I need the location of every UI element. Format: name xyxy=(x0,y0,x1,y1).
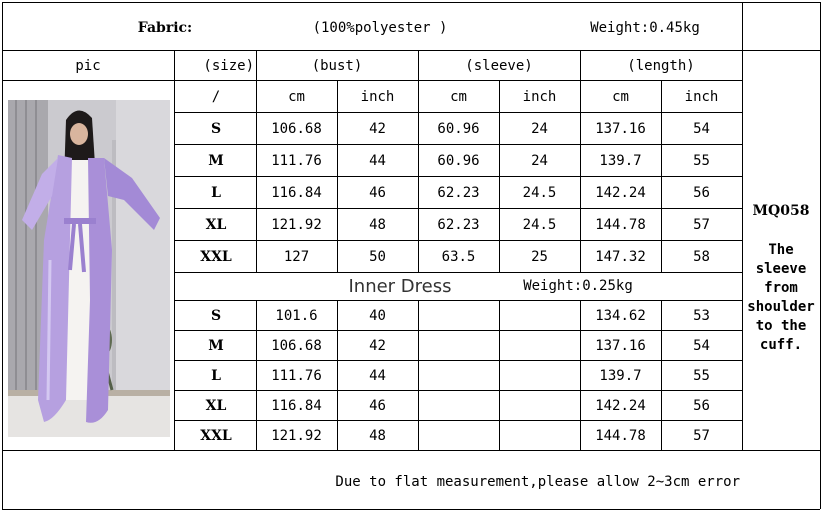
outer-row-cell: 127 xyxy=(283,248,310,265)
inner-row-cell: XL xyxy=(205,397,227,414)
inner-row-cell: 139.7 xyxy=(599,367,642,384)
outer-row-cell: M xyxy=(208,152,224,169)
outer-row-cell: 116.84 xyxy=(271,184,322,201)
inner-row-cell: 106.68 xyxy=(271,337,322,354)
outer-row-cell: 63.5 xyxy=(441,248,476,265)
outer-row-cell: 24.5 xyxy=(522,216,557,233)
outer-row-cell: 24.5 xyxy=(522,184,557,201)
outer-row-cell: 62.23 xyxy=(437,184,480,201)
grid-line xyxy=(2,2,820,3)
inner-row-cell: S xyxy=(210,307,222,324)
outer-row-cell: 24 xyxy=(531,120,548,137)
inner-row-cell: 101.6 xyxy=(275,307,318,324)
grid-line xyxy=(2,509,820,510)
outer-row-cell: 48 xyxy=(369,216,386,233)
outer-row-cell: 54 xyxy=(693,120,710,137)
outer-row-cell: 106.68 xyxy=(271,120,322,137)
inner-row-cell: 40 xyxy=(369,307,386,324)
unit-bust-inch: inch xyxy=(360,89,395,105)
inner-row-cell xyxy=(499,391,580,420)
fabric-value: (100%polyester ) xyxy=(312,20,448,36)
grid-line xyxy=(820,2,821,509)
inner-row-cell: 48 xyxy=(369,427,386,444)
col-bust: (bust) xyxy=(311,58,363,74)
outer-row-cell: 139.7 xyxy=(599,152,642,169)
col-pic: pic xyxy=(75,58,101,74)
inner-dress-weight: Weight:0.25kg xyxy=(523,278,633,294)
outer-row-cell: 111.76 xyxy=(271,152,322,169)
inner-row-cell: 44 xyxy=(369,367,386,384)
inner-row-cell: 55 xyxy=(693,367,710,384)
outer-row-cell: 142.24 xyxy=(595,184,646,201)
unit-size: / xyxy=(211,89,221,105)
inner-row-cell: 53 xyxy=(693,307,710,324)
inner-row-cell: 54 xyxy=(693,337,710,354)
sleeve-measurement-note: The sleeve from shoulder to the cuff. xyxy=(747,242,815,353)
unit-length-cm: cm xyxy=(612,89,629,105)
outer-row-cell: 60.96 xyxy=(437,152,480,169)
outer-row-cell: L xyxy=(211,184,221,201)
outer-row-cell: 50 xyxy=(369,248,386,265)
outer-row-cell: 62.23 xyxy=(437,216,480,233)
unit-sleeve-cm: cm xyxy=(450,89,467,105)
grid-line xyxy=(742,80,743,450)
col-size: (size) xyxy=(203,58,254,74)
grid-line xyxy=(742,2,743,80)
inner-row-cell: L xyxy=(211,367,221,384)
inner-row-cell xyxy=(499,421,580,450)
unit-sleeve-inch: inch xyxy=(522,89,557,105)
outer-row-cell: 147.32 xyxy=(595,248,646,265)
inner-row-cell xyxy=(418,421,499,450)
inner-row-cell: 142.24 xyxy=(595,397,646,414)
inner-row-cell xyxy=(499,361,580,390)
outer-row-cell: 60.96 xyxy=(437,120,480,137)
outer-row-cell: 42 xyxy=(369,120,386,137)
inner-row-cell: 111.76 xyxy=(271,367,322,384)
inner-row-cell: 57 xyxy=(693,427,710,444)
inner-row-cell: 121.92 xyxy=(271,427,322,444)
inner-row-cell: 46 xyxy=(369,397,386,414)
outer-row-cell: 25 xyxy=(531,248,548,265)
inner-row-cell: 137.16 xyxy=(595,337,646,354)
product-photo xyxy=(8,100,170,437)
outer-row-cell: S xyxy=(210,120,222,137)
inner-row-cell xyxy=(499,331,580,360)
inner-row-cell: XXL xyxy=(200,427,232,444)
outer-row-cell: 44 xyxy=(369,152,386,169)
col-length: (length) xyxy=(627,58,695,74)
unit-bust-cm: cm xyxy=(288,89,305,105)
inner-row-cell: 56 xyxy=(693,397,710,414)
inner-row-cell xyxy=(499,301,580,330)
outer-row-cell: XXL xyxy=(200,248,232,265)
outer-row-cell: 55 xyxy=(693,152,710,169)
unit-length-inch: inch xyxy=(684,89,719,105)
outer-row-cell: 24 xyxy=(531,152,548,169)
inner-row-cell: M xyxy=(208,337,224,354)
grid-line xyxy=(2,80,742,81)
inner-row-cell xyxy=(418,391,499,420)
outer-row-cell: XL xyxy=(205,216,227,233)
outer-row-cell: 137.16 xyxy=(595,120,646,137)
inner-row-cell xyxy=(418,331,499,360)
inner-row-cell: 134.62 xyxy=(595,307,646,324)
footer-note: Due to flat measurement,please allow 2~3cm error xyxy=(335,474,740,490)
product-code: MQ058 xyxy=(752,203,810,219)
inner-row-cell xyxy=(418,301,499,330)
weight-label: Weight:0.45kg xyxy=(590,20,700,36)
outer-row-cell: 58 xyxy=(693,248,710,265)
grid-line xyxy=(2,450,820,451)
inner-row-cell: 144.78 xyxy=(595,427,646,444)
outer-row-cell: 46 xyxy=(369,184,386,201)
inner-row-cell xyxy=(418,361,499,390)
grid-line xyxy=(2,50,820,51)
outer-row-cell: 121.92 xyxy=(271,216,322,233)
fabric-label: Fabric: xyxy=(137,20,193,36)
outer-row-cell: 144.78 xyxy=(595,216,646,233)
outer-row-cell: 57 xyxy=(693,216,710,233)
col-sleeve: (sleeve) xyxy=(465,58,533,74)
inner-row-cell: 42 xyxy=(369,337,386,354)
inner-row-cell: 116.84 xyxy=(271,397,322,414)
inner-dress-title: Inner Dress xyxy=(348,275,452,297)
outer-row-cell: 56 xyxy=(693,184,710,201)
